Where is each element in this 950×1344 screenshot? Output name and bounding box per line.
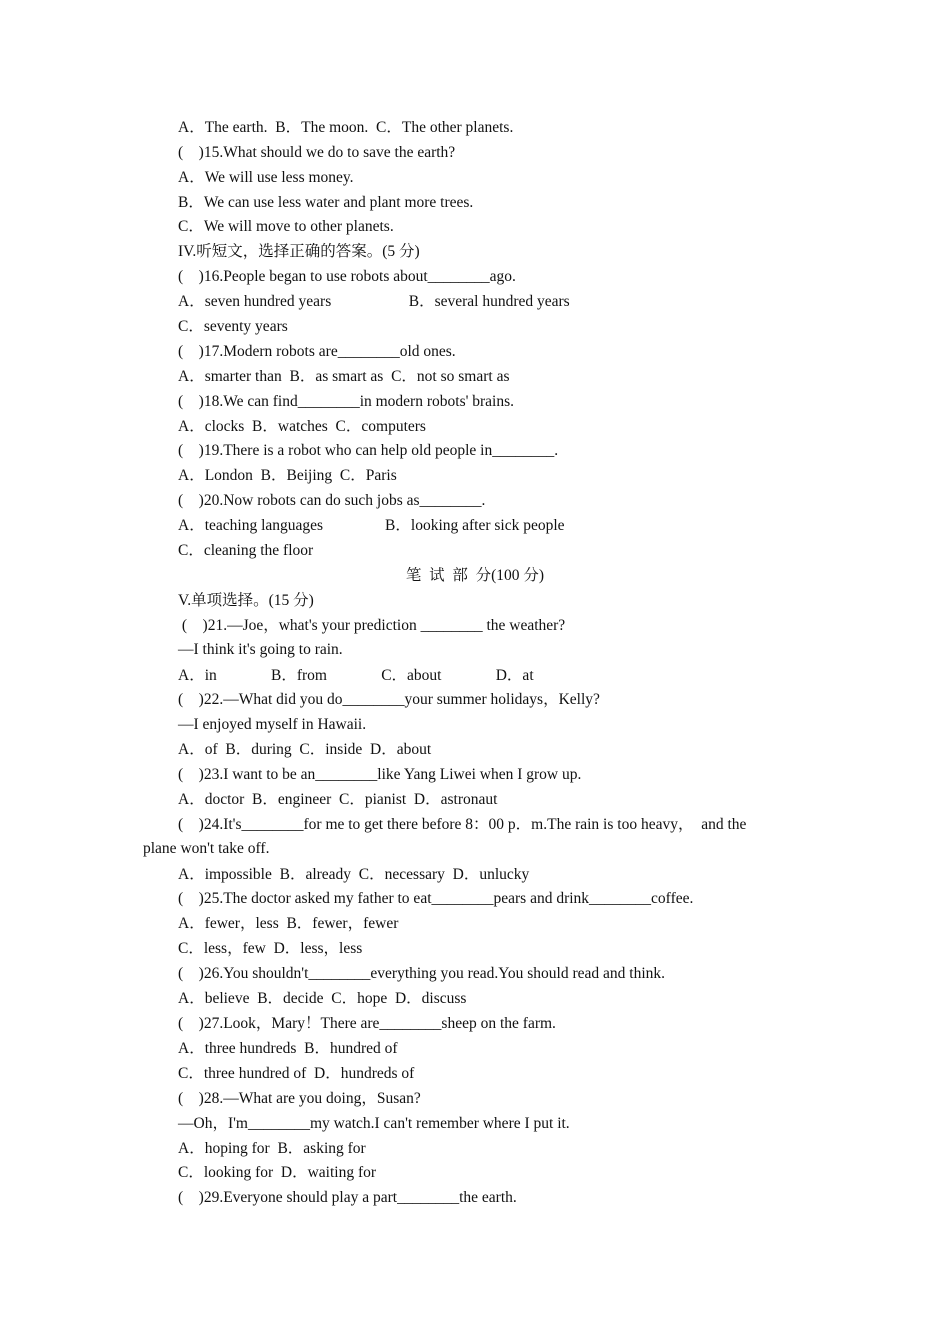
q27-options-ab: A．three hundreds B．hundred of: [178, 1040, 398, 1057]
q20-option-c: C．cleaning the floor: [178, 542, 314, 559]
q20-options-ab: A．teaching languages B．looking after sick people: [178, 517, 565, 534]
q21-options: A．in B．from C．about D．at: [178, 667, 534, 684]
q26-options: A．believe B．decide C．hope D．discuss: [178, 990, 467, 1007]
q23-options: A．doctor B．engineer C．pianist D．astronaut: [178, 791, 498, 808]
q22-options: A．of B．during C．inside D．about: [178, 741, 432, 758]
q24-question-continued: plane won't take off.: [143, 840, 270, 857]
written-part-heading: 笔 试 部 分(100 分): [405, 567, 545, 584]
q20-question: ( )20.Now robots can do such jobs as________.: [178, 492, 486, 509]
q18-question: ( )18.We can find________in modern robots' brains.: [178, 393, 515, 410]
q27-question: ( )27.Look，Mary！There are________sheep on the farm.: [178, 1015, 556, 1032]
q19-question: ( )19.There is a robot who can help old people in________.: [178, 442, 559, 459]
q16-options-ab: A．seven hundred years B．several hundred years: [178, 293, 570, 310]
q28-options-ab: A．hoping for B．asking for: [178, 1140, 366, 1157]
q17-question: ( )17.Modern robots are________old ones.: [178, 343, 456, 360]
q25-question: ( )25.The doctor asked my father to eat________pears and drink________coffee.: [178, 890, 694, 907]
q18-options: A．clocks B．watches C．computers: [178, 418, 426, 435]
q28-dialogue: —Oh，I'm________my watch.I can't remember where I put it.: [178, 1115, 570, 1132]
q15-option-c: C．We will move to other planets.: [178, 218, 394, 235]
q28-question: ( )28.—What are you doing，Susan?: [178, 1090, 421, 1107]
q24-options: A．impossible B．already C．necessary D．unlucky: [178, 866, 530, 883]
q15-question: ( )15.What should we do to save the earth?: [178, 144, 456, 161]
q22-dialogue: —I enjoyed myself in Hawaii.: [178, 716, 367, 733]
q16-question: ( )16.People began to use robots about________ago.: [178, 268, 516, 285]
q25-options-ab: A．fewer，less B．fewer，fewer: [178, 915, 399, 932]
q26-question: ( )26.You shouldn't________everything you read.You should read and think.: [178, 965, 666, 982]
section-v-heading: V.单项选择。(15 分): [178, 592, 314, 609]
q21-dialogue: —I think it's going to rain.: [178, 641, 343, 658]
q24-question: ( )24.It's________for me to get there before 8：00 p．m.The rain is too heavy， and the: [178, 816, 747, 833]
q19-options: A．London B．Beijing C．Paris: [178, 467, 397, 484]
q21-question: ( )21.—Joe，what's your prediction ________ the weather?: [178, 617, 566, 634]
q14-options: A．The earth. B．The moon. C．The other planets.: [178, 119, 514, 136]
q25-options-cd: C．less，few D．less，less: [178, 940, 363, 957]
q22-question: ( )22.—What did you do________your summer holidays，Kelly?: [178, 691, 600, 708]
q23-question: ( )23.I want to be an________like Yang Liwei when I grow up.: [178, 766, 582, 783]
section-iv-heading: IV.听短文，选择正确的答案。(5 分): [178, 243, 420, 260]
q15-option-b: B．We can use less water and plant more trees.: [178, 194, 474, 211]
q15-option-a: A．We will use less money.: [178, 169, 354, 186]
q16-option-c: C．seventy years: [178, 318, 288, 335]
q28-options-cd: C．looking for D．waiting for: [178, 1164, 377, 1181]
q27-options-cd: C．three hundred of D．hundreds of: [178, 1065, 415, 1082]
q29-question: ( )29.Everyone should play a part________the earth.: [178, 1189, 517, 1206]
q17-options: A．smarter than B．as smart as C．not so smart as: [178, 368, 510, 385]
